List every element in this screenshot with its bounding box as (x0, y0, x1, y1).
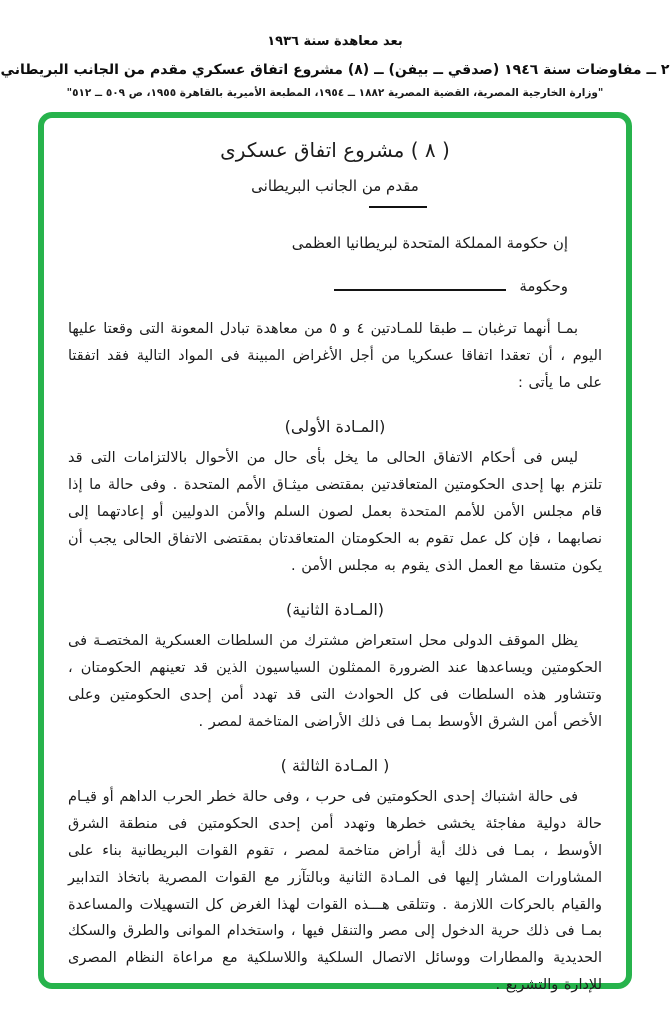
article-2-heading: (المـادة الثانية) (285, 599, 385, 619)
article-3 (68, 756, 602, 1000)
article-1-body: ليس فى أحكام الاتفاق الحالى ما يخل بأى حال من الأحوال بالالتزامات التى قد تلتزم بها إحدى الحكومتين المتعاقدتين بمقتضى ميثـاق الأمم المتحدة . وفى حالة ما إذا قام مجلس الأمن للأمم المتحدة بعمل لصون السلم والأمن الدوليين أو إعادتهما إلى نصابهما ، فإن كل عمل تقوم به الحكومتان المتعاقدتان بمقتضى الاتفاق الحالى يجب أن يكون متسقا مع العمل الذى يقوم به مجلس الأمن . (68, 449, 602, 574)
article-2-body: يظل الموقف الدولى محل استعراض مشترك من السلطات العسكرية المختصـة فى الحكومتين ويساعدها عند الضرورة الممثلون السياسيون الذين قد تعينهم الحكومتان ، وتتشاور هذه السلطات فى كل الحوادث التى قد تهدد أمن إحدى الحكومتين وعلى الأخص أمن الشرق الأوسط بمـا فى ذلك الأراضى المتاخمة لمصر . (68, 632, 602, 730)
title-divider (369, 206, 427, 208)
document-title: ( ٨ ) مشروع اتفاق عسكرى (220, 138, 450, 162)
document-subtitle: مقدم من الجانب البريطانى (251, 177, 419, 195)
article-2 (68, 600, 602, 736)
article-1 (68, 417, 602, 580)
header-treaty-context: بعد معاهدة سنة ١٩٣٦ (267, 34, 403, 49)
preamble-paragraph: بمـا أنهما ترغبان ــ طبقا للمـادتين ٤ و ٥ من معاهدة تبادل المعونة التى وقعتا عليها اليوم ، أن تعقدا اتفاقا عسكريا من أجل الأغراض المبينة فى المواد التالية فقد اتفقتا على ما يأتى : (68, 321, 602, 391)
party-blank-government-line (68, 276, 602, 295)
party-uk-government-line: إن حكومة المملكة المتحدة لبريطانيا العظمى (291, 234, 568, 252)
header-document-heading: ٢ ــ مفاوضات سنة ١٩٤٦ (صدقي ــ بيفن) ــ (٨) مشروع اتفاق عسكري مقدم من الجانب البريطاني (0, 62, 670, 78)
article-3-heading: ( المـادة الثالثة ) (280, 755, 390, 775)
blank-underline (334, 276, 506, 291)
article-1-heading: (المـادة الأولى) (284, 416, 386, 436)
party-government-label: وحكومة (519, 277, 568, 295)
green-highlight-frame (38, 112, 632, 994)
header-source-citation: "وزارة الخارجية المصرية، القضية المصرية ١٨٨٢ ــ ١٩٥٤، المطبعة الأميرية بالقاهرة ١٩٥٥، ص ٥٠٩ ــ ٥١٢" (66, 87, 604, 99)
article-3-body: فى حالة اشتباك إحدى الحكومتين فى حرب ، وفى حالة خطر الحرب الداهم أو قيـام حالة دولية مفاجئة يخشى خطرها وتهدد أمن إحدى الحكومتين فى منطقة الشرق الأوسط ، بمـا فى ذلك أية أراض متاخمة لمصر ، تقوم القوات البريطانية بناء على المشاورات المشار إليها فى المـادة الثانية وبالتآزر مع القوات المصرية باتخاذ التدابير والقيام بالحركات اللازمة . وتتلقى هـــذه القوات لهذا الغرض كل التسهيلات والمساعدة بمـا فى ذلك حرية الدخول إلى مصر والتنقل فيها ، واستخدام الموانى والطرق والسكك الحديدية والمطارات ووسائل الاتصال السلكية واللاسلكية مع مراعاة النظام المصرى للإدارة والتشريع . (68, 788, 602, 994)
page-header (0, 0, 670, 99)
